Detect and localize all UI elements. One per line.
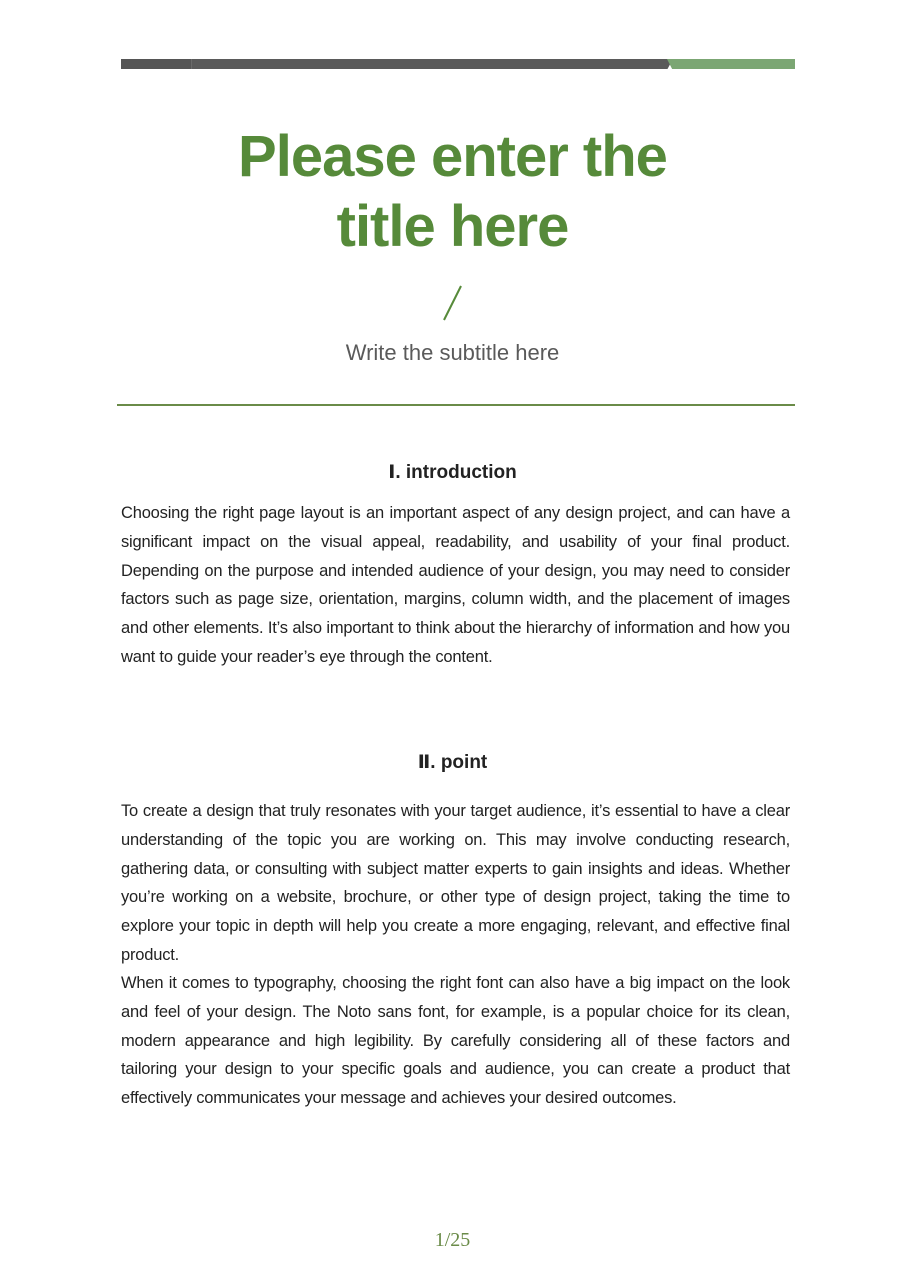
title-line-1: Please enter the [238, 124, 667, 189]
header-bar-dark-left-segment [121, 59, 192, 69]
page-number: 1/25 [434, 1229, 471, 1251]
introduction-paragraph: Choosing the right page layout is an important aspect of any design project, and can have a significant impact on the visual appeal, readability, and usability of your final product. Depending on the purpose and intended audience of your design, you may need to consider factors such as page size, orientation, margins, column width, and the placement of images and other elements. It’s also important to think about the hierarchy of information and how you want to guide your reader’s eye through the content. [121, 504, 790, 666]
point-paragraph-2: When it comes to typography, choosing the right font can also have a big impact on the look and feel of your design. The Noto sans font, for example, is a popular choice for its clean, modern appearance and high legibility. By carefully considering all of these factors and tailoring your design to your specific goals and audience, you can create a product that effectively communicates your message and achieves your desired outcomes. [121, 974, 790, 1108]
section-heading-point: Ⅱ. point [417, 752, 488, 773]
header-bar-dark-segment [121, 59, 673, 69]
slash-icon [441, 284, 463, 322]
title-line-2: title here [336, 194, 569, 259]
document-title [0, 122, 905, 262]
document-subtitle: Write the subtitle here [345, 340, 560, 365]
section-heading-introduction: Ⅰ. introduction [388, 462, 517, 483]
title-divider [117, 404, 795, 406]
header-bar-accent-segment [667, 59, 795, 69]
point-paragraph-1: To create a design that truly resonates with your target audience, it’s essential to have a clear understanding of the topic you are working on. This may involve conducting research, gathering data, or consulting with subject matter experts to gain insights and ideas. Whether you’re working on a website, brochure, or other type of design project, taking the time to explore your topic in depth will help you create a more engaging, relevant, and effective final product. [121, 802, 790, 964]
header-decoration-bar [121, 59, 795, 69]
